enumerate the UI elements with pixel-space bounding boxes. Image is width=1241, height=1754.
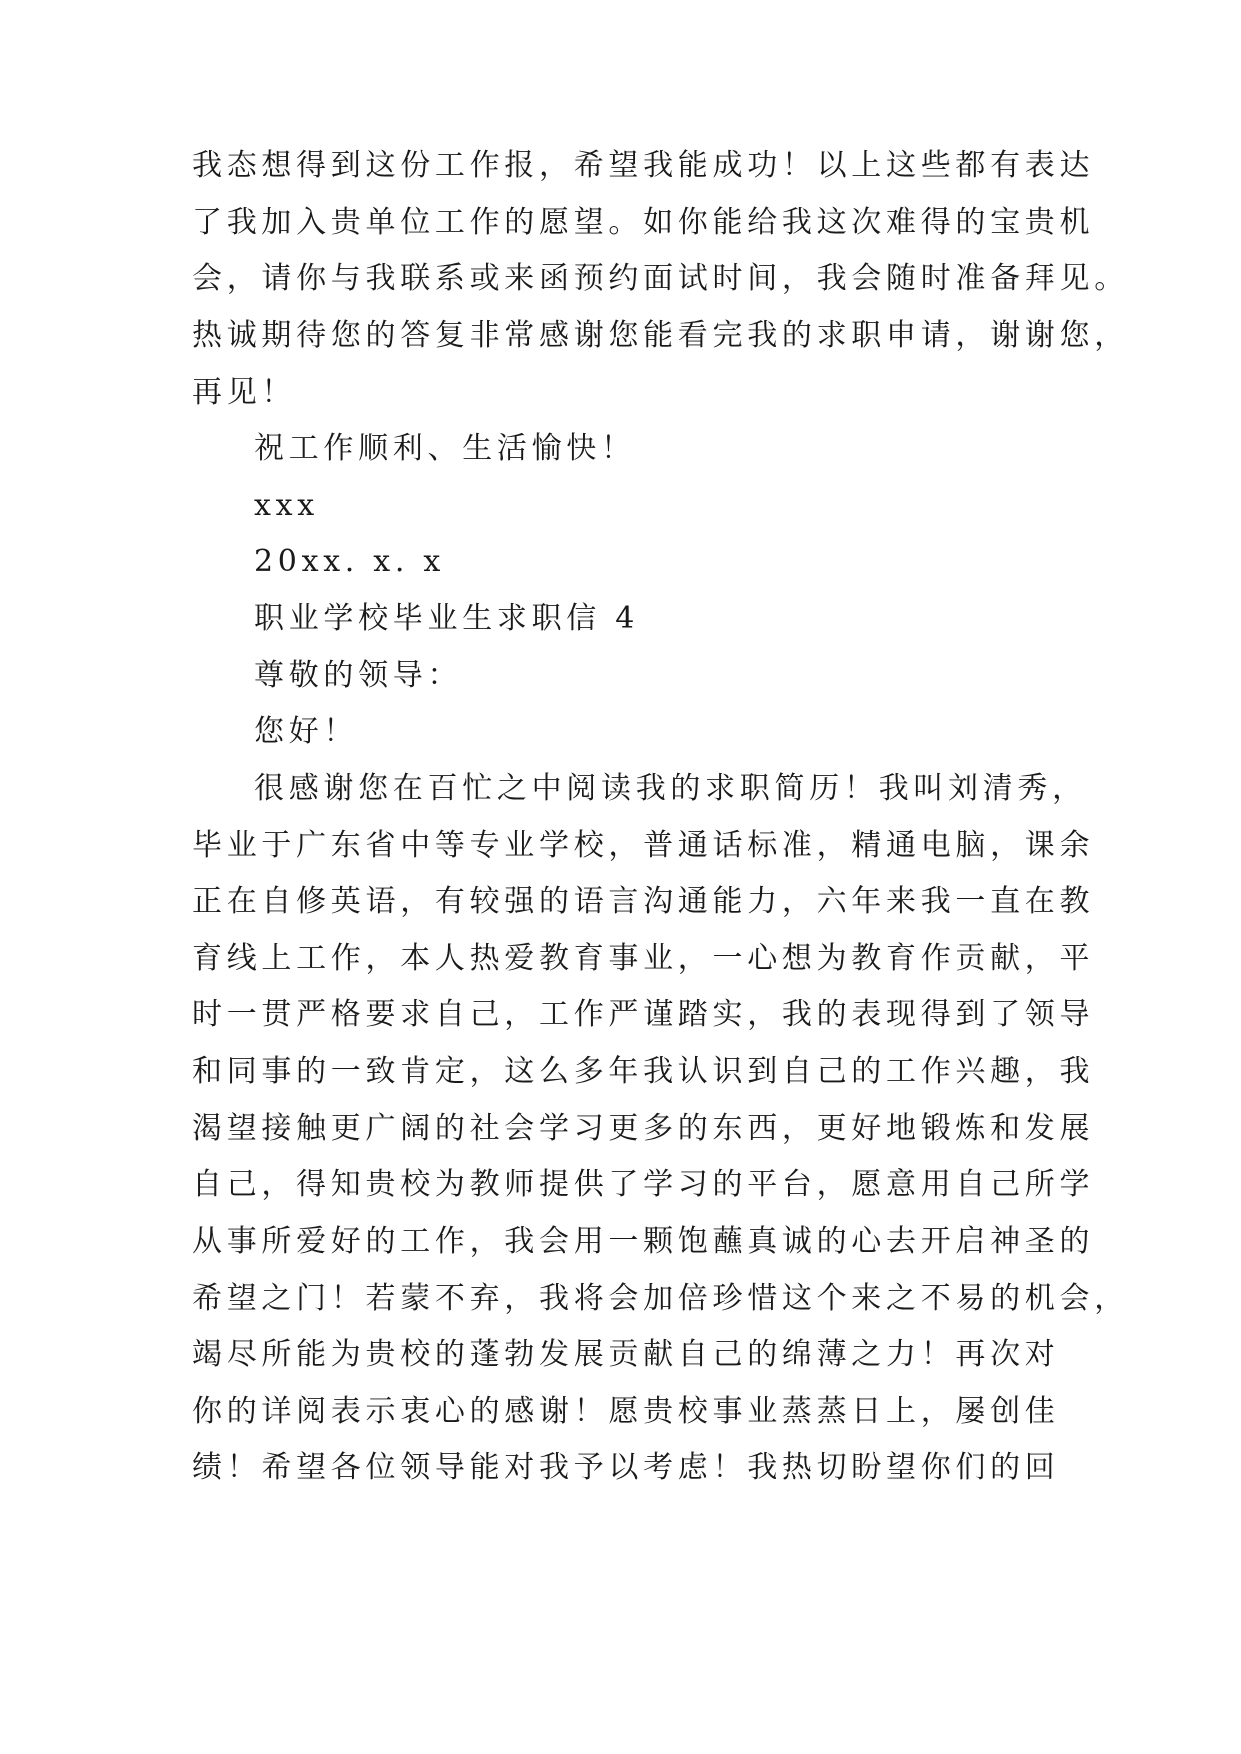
paragraph-line: 和同事的一致肯定，这么多年我认识到自己的工作兴趣，我 (192, 1054, 1095, 1089)
paragraph-line: 时一贯严格要求自己，工作严谨踏实，我的表现得到了领导 (192, 997, 1095, 1032)
signature-date: 20xx. x. x (254, 544, 445, 579)
paragraph-line: 绩！希望各位领导能对我予以考虑！我热切盼望你们的回 (192, 1450, 1060, 1485)
paragraph-line: 希望之门！若蒙不弃，我将会加倍珍惜这个来之不易的机会， (192, 1281, 1129, 1316)
paragraph-line: 我态想得到这份工作报，希望我能成功！以上这些都有表达 (192, 148, 1095, 183)
paragraph-line: 再见！ (192, 375, 297, 410)
paragraph-line: 毕业于广东省中等专业学校，普通话标准，精通电脑，课余 (192, 828, 1095, 863)
paragraph-line: 会，请你与我联系或来函预约面试时间，我会随时准备拜见。 (192, 261, 1129, 296)
paragraph-line: 从事所爱好的工作，我会用一颗饱蘸真诚的心去开启神圣的 (192, 1224, 1095, 1259)
closing-wish: 祝工作顺利、生活愉快！ (254, 431, 636, 466)
paragraph-line: 热诚期待您的答复非常感谢您能看完我的求职申请，谢谢您， (192, 318, 1129, 353)
paragraph-line: 你的详阅表示衷心的感谢！愿贵校事业蒸蒸日上，屡创佳 (192, 1394, 1060, 1429)
greeting: 您好！ (254, 714, 359, 749)
paragraph-line: 竭尽所能为贵校的蓬勃发展贡献自己的绵薄之力！再次对 (192, 1337, 1060, 1372)
paragraph-line: 育线上工作，本人热爱教育事业，一心想为教育作贡献，平 (192, 941, 1095, 976)
section-title: 职业学校毕业生求职信 4 (254, 601, 640, 636)
paragraph-line: 自己，得知贵校为教师提供了学习的平台，愿意用自己所学 (192, 1167, 1095, 1202)
paragraph-line: 很感谢您在百忙之中阅读我的求职简历！我叫刘清秀， (254, 771, 1087, 806)
paragraph-line: 了我加入贵单位工作的愿望。如你能给我这次难得的宝贵机 (192, 205, 1095, 240)
paragraph-line: 正在自修英语，有较强的语言沟通能力，六年来我一直在教 (192, 884, 1095, 919)
paragraph-line: 渴望接触更广阔的社会学习更多的东西，更好地锻炼和发展 (192, 1111, 1095, 1146)
salutation: 尊敬的领导： (254, 658, 463, 693)
signature-name: xxx (254, 488, 319, 523)
